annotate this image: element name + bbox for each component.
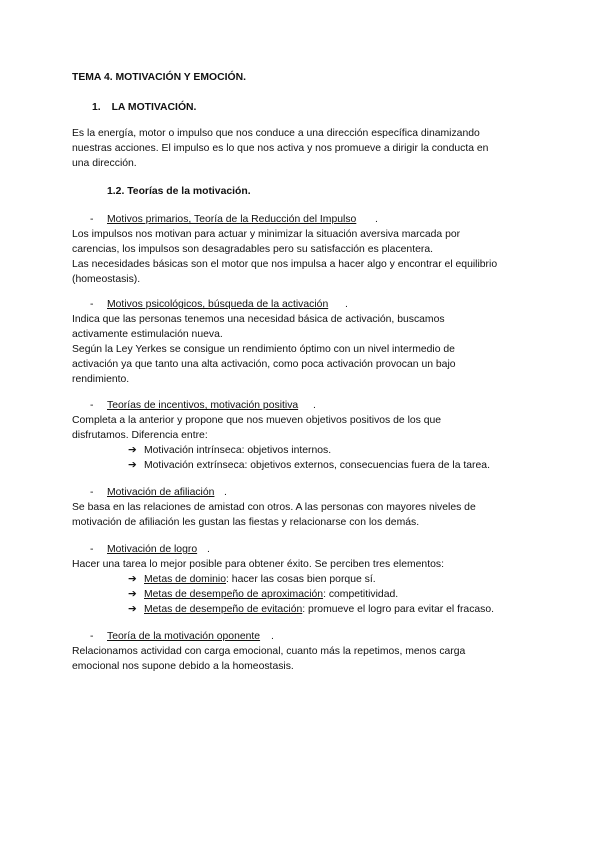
theory-heading: Motivación de logro: [107, 544, 198, 555]
arrow-item: [128, 572, 376, 587]
section-heading: [92, 100, 552, 115]
subsection-title: 1.2. Teorías de la motivación.: [107, 186, 251, 197]
theory-text: [72, 500, 532, 530]
arrow-item: [128, 458, 490, 473]
text-line: Según la Ley Yerkes se consigue un rendimiento óptimo con un nivel intermedio de: [72, 344, 455, 355]
arrow-item: [128, 587, 398, 602]
text-line: activamente estimulación nueva.: [72, 329, 223, 340]
item-text: : hacer las cosas bien porque sí.: [226, 574, 376, 585]
arrow-icon: ➔: [128, 604, 137, 615]
theory-heading: Motivación de afiliación: [107, 487, 215, 498]
item-text: Motivación extrínseca: objetivos externos, consecuencias fuera de la tarea.: [144, 460, 490, 471]
arrow-item: [128, 602, 494, 617]
text-line: Las necesidades básicas son el motor que nos impulsa a hacer algo y encontrar el equilibrio: [72, 259, 498, 270]
text-line: (homeostasis).: [72, 274, 141, 285]
theory-text: [72, 557, 532, 572]
section-title: LA MOTIVACIÓN.: [111, 102, 197, 113]
section-number: 1.: [92, 102, 101, 113]
theory-heading: Teoría de la motivación oponente: [107, 631, 261, 642]
theory-heading: Motivos psicológicos, búsqueda de la activación: [107, 299, 329, 310]
intro-line: una dirección.: [72, 158, 137, 169]
text-line: Completa a la anterior y propone que nos mueven objetivos positivos de los que: [72, 415, 442, 426]
bullet-dash: -: [90, 487, 94, 498]
theory-text: [72, 413, 532, 443]
text-line: rendimiento.: [72, 374, 130, 385]
bullet-dash: -: [90, 299, 94, 310]
arrow-item: [128, 443, 331, 458]
theory-text: [72, 644, 532, 674]
text-line: Se basa en las relaciones de amistad con otros. A las personas con mayores niveles de: [72, 502, 476, 513]
item-term: Metas de desempeño de aproximación: [144, 589, 324, 600]
item-term: Metas de desempeño de evitación: [144, 604, 303, 615]
arrow-icon: ➔: [128, 460, 137, 471]
intro-line: nuestras acciones. El impulso es lo que nos activa y nos promueve a dirigir la conducta en: [72, 143, 489, 154]
item-text: : promueve el logro para evitar el fracaso.: [302, 604, 495, 615]
bullet-dash: -: [90, 544, 94, 555]
text-line: Relacionamos actividad con carga emocional, cuanto más la repetimos, menos carga: [72, 646, 466, 657]
theory-text: [72, 227, 532, 287]
text-line: disfrutamos. Diferencia entre:: [72, 430, 208, 441]
document-page: TEMA 4. MOTIVACIÓN Y EMOCIÓN. 1. LA MOTIVACIÓN. Es la energía, motor o impulso que nos conduce a una dirección específica dinamizando nuestras acciones. El impulso es lo que nos activa y nos promueve a dirigir la conducta en una dirección. 1.2. Teorías de la motivación. - Motivos primarios, Teoría de la Reducción del Impulso . Los impulsos nos motivan para actuar y minimizar la situación aversiva marcada por carencias, los impulsos son desagradables pero su satisfacción es placentera. Las necesidades básicas son el motor que nos impulsa a hacer algo y encontrar el equilibrio (homeostasis). - Motivos psicológicos, búsqueda de la activación . Indica que las personas tenemos una necesidad básica de activación, buscamos activamente estimulación nueva. Según la Ley Yerkes se consigue un rendimiento óptimo con un nivel intermedio de activación ya que tanto una alta activación, como poca activación provocan un bajo rendimiento. - Teorías de incentivos, motivación positiva . Completa a la anterior y propone que nos mueven objetivos positivos de los que disfrutamos. Diferencia entre: ➔ Motivación intrínseca: objetivos internos. ➔ Motivación extrínseca: objetivos externos, consecuencias fuera de la tarea. - Motivación de afiliación . Se basa en las relaciones de amistad con otros. A las personas con mayores niveles de motivación de afiliación les gustan las fiestas y relacionarse con los demás. - Motivación de logro . Hacer una tarea lo mejor posible para obtener éxito. Se perciben tres elementos: ➔ Metas de dominio: hacer las cosas bien porque sí. ➔ Metas de desempeño de aproximación: competitividad. ➔ Metas de desempeño de evitación: promueve el logro para evitar el fracaso. - Teoría de la motivación oponente . Relacionamos actividad con carga emocional, cuanto más la repetimos, menos carga emocional nos supone debido a la homeostasis.: [0, 0, 600, 848]
arrow-icon: ➔: [128, 445, 137, 456]
text-line: motivación de afiliación les gustan las fiestas y relacionarse con los demás.: [72, 517, 420, 528]
bullet-dash: -: [90, 214, 94, 225]
item-text: Motivación intrínseca: objetivos internos.: [144, 445, 332, 456]
arrow-icon: ➔: [128, 574, 137, 585]
theory-text: [72, 312, 532, 387]
theory-heading: Teorías de incentivos, motivación positiva: [107, 400, 299, 411]
document-title: TEMA 4. MOTIVACIÓN Y EMOCIÓN.: [72, 72, 246, 83]
bullet-dash: -: [90, 400, 94, 411]
intro-paragraph: [72, 126, 532, 171]
bullet-dash: -: [90, 631, 94, 642]
item-term: Metas de dominio: [144, 574, 227, 585]
text-line: Los impulsos nos motivan para actuar y minimizar la situación aversiva marcada por: [72, 229, 461, 240]
item-text: : competitividad.: [323, 589, 399, 600]
text-line: emocional nos supone debido a la homeostasis.: [72, 661, 294, 672]
text-line: activación ya que tanto una alta activación, como poca activación provocan un bajo: [72, 359, 456, 370]
arrow-icon: ➔: [128, 589, 137, 600]
text-line: Indica que las personas tenemos una necesidad básica de activación, buscamos: [72, 314, 445, 325]
intro-line: Es la energía, motor o impulso que nos conduce a una dirección específica dinamizando: [72, 128, 480, 139]
text-line: carencias, los impulsos son desagradables pero su satisfacción es placentera.: [72, 244, 433, 255]
theory-heading: Motivos primarios, Teoría de la Reducción del Impulso: [107, 214, 357, 225]
text-line: Hacer una tarea lo mejor posible para obtener éxito. Se perciben tres elementos:: [72, 559, 444, 570]
